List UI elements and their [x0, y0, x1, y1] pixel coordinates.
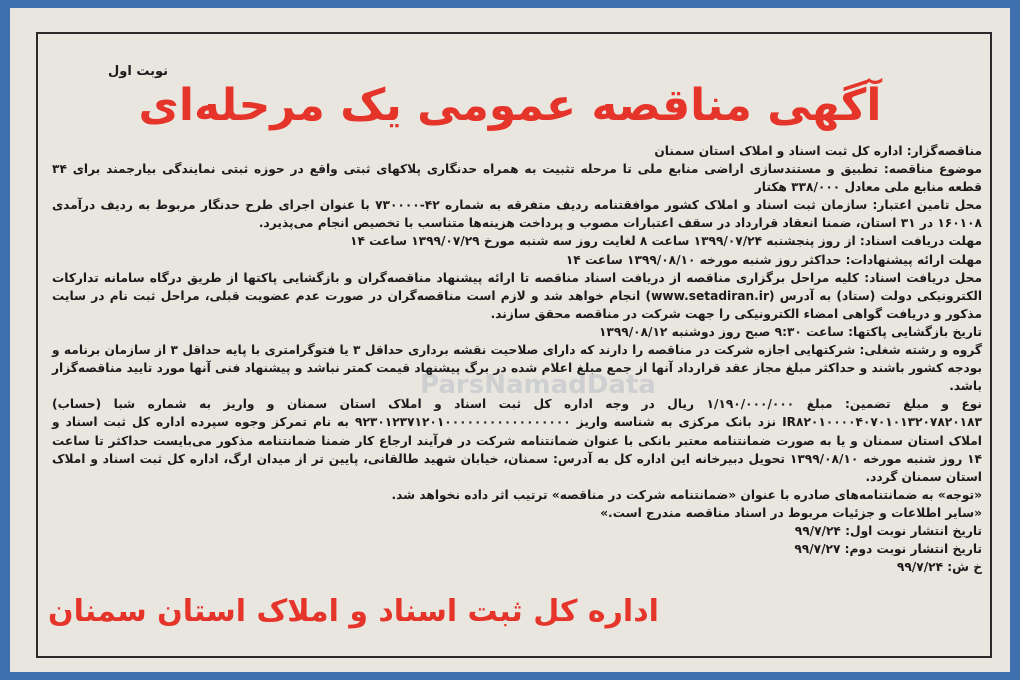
ad-body	[52, 142, 982, 576]
paragraph-note: «توجه» به ضمانتنامه‌های صادره با عنوان «ضمانتنامه شرکت در مناقصه» ترتیب اثر داده نخواهد شد.	[391, 487, 982, 502]
paragraph-opening-date: تاریخ بازگشایی پاکتها: ساعت ۹:۳۰ صبح روز دوشنبه ۱۳۹۹/۰۸/۱۲	[598, 324, 982, 339]
issuer-signature: اداره کل ثبت اسناد و املاک استان سمنان	[48, 594, 659, 629]
paragraph-doc-deadline: مهلت دریافت اسناد: از روز پنجشنبه ۱۳۹۹/۰۷/۲۴ ساعت ۸ لغایت روز سه شنبه مورخ ۱۳۹۹/۰۷/۲۹ ساعت ۱۴	[350, 234, 982, 249]
newspaper-clipping	[10, 8, 1010, 672]
ad-title: آگهی مناقصه عمومی یک مرحله‌ای	[138, 80, 882, 131]
paragraph-offer-deadline: مهلت ارائه پیشنهادات: حداکثر روز شنبه مورخه ۱۳۹۹/۰۸/۱۰ ساعت ۱۴	[565, 252, 982, 267]
paragraph-funding: محل تامین اعتبار: سازمان ثبت اسناد و املاک کشور موافقتنامه ردیف متفرقه به شماره ۴۲-۷۳۰۰۰۰ با عنوان اجرای طرح حدنگار مربوط به ردیف درآمدی ۱۶۰۱۰۸ در ۳۱ استان، ضمنا انعقاد قرارداد در سقف اعتبارات مصوب و پرداخت هزینه‌ها متناسب با تخصیص انجام می‌پذیرد.	[52, 198, 982, 231]
edition-label: نوبت اول	[108, 64, 169, 79]
paragraph-eligibility: گروه و رشته شغلی: شرکتهایی اجازه شرکت در مناقصه را دارند که دارای صلاحیت نقشه برداری حداقل ۳ یا فتوگرامتری با پایه حداقل ۳ از سازمان برنامه و بودجه کشور باشند و حداکثر مبلغ مجاز عقد قرارداد آنها از جمع مبلغ اعلام شده در برگ پیشنهاد قیمت کمتر نباشد و پیشنهاد فنی آنها مورد تایید مناقصه‌گزار باشد.	[52, 343, 983, 394]
paragraph-first-publish: تاریخ انتشار نوبت اول: ۹۹/۷/۲۴	[794, 523, 982, 538]
paragraph-guarantee: نوع و مبلغ تضمین: مبلغ ۱/۱۹۰/۰۰۰/۰۰۰ ریال در وجه اداره کل ثبت اسناد و املاک استان سمنان و واریز به شماره شبا (حساب) IR۸۲۰۱۰۰۰۰۴۰۷۰۱۰۱۳۲۰۷۸۲۰۱۸۳ نزد بانک مرکزی به شناسه واریز ۹۲۳۰۱۲۳۷۱۲۰۱۰۰۰۰۰۰۰۰۰۰۰۰۰۰۰۰۰ به نام تمرکز وجوه سپرده اداره کل ثبت اسناد و املاک استان سمنان و یا به صورت ضمانتنامه معتبر بانکی با عنوان ضمانتنامه شرکت در فرآیند ارجاع کار ضمنا ضمانتنامه مذکور می‌بایست حداکثر تا ساعت ۱۴ روز شنبه مورخه ۱۳۹۹/۰۸/۱۰ تحویل دبیرخانه این اداره کل به آدرس: سمنان، خیابان شهید طالقانی، پایین تر از میدان ارگ، اداره کل ثبت اسناد و املاک استان سمنان گردد.	[52, 397, 982, 484]
paragraph-doc-location: محل دریافت اسناد: کلیه مراحل برگزاری مناقصه از دریافت اسناد مناقصه تا ارائه پیشنهاد مناقصه‌گران و بازگشایی پاکتها از طریق درگاه سامانه تدارکات الکترونیکی دولت (ستاد) به آدرس (www.setadiran.ir) انجام خواهد شد و لازم است مناقصه‌گران در صورت عدم عضویت قبلی، مراحل ثبت نام در سایت مذکور و دریافت گواهی امضاء الکترونیکی را جهت شرکت در مناقصه محقق سازند.	[52, 270, 982, 321]
paragraph-code: خ ش: ۹۹/۷/۲۴	[896, 560, 982, 575]
paragraph-subject: موضوع مناقصه: تطبیق و مستندسازی اراضی منابع ملی تا مرحله تثبیت به همراه حدنگاری پلاکهای ثبتی واقع در حوزه ثبتی نمایندگی بیارجمند برای ۳۴ قطعه منابع ملی معادل ۳۳۸/۰۰۰ هکتار	[52, 162, 982, 195]
watermark: ParsNamadData	[420, 370, 656, 400]
paragraph-second-publish: تاریخ انتشار نوبت دوم: ۹۹/۷/۲۷	[794, 542, 982, 557]
paragraph-tenderer: مناقصه‌گزار: اداره کل ثبت اسناد و املاک استان سمنان	[654, 144, 982, 158]
paragraph-other-info: «سایر اطلاعات و جزئیات مربوط در اسناد مناقصه مندرج است.»	[600, 505, 982, 520]
